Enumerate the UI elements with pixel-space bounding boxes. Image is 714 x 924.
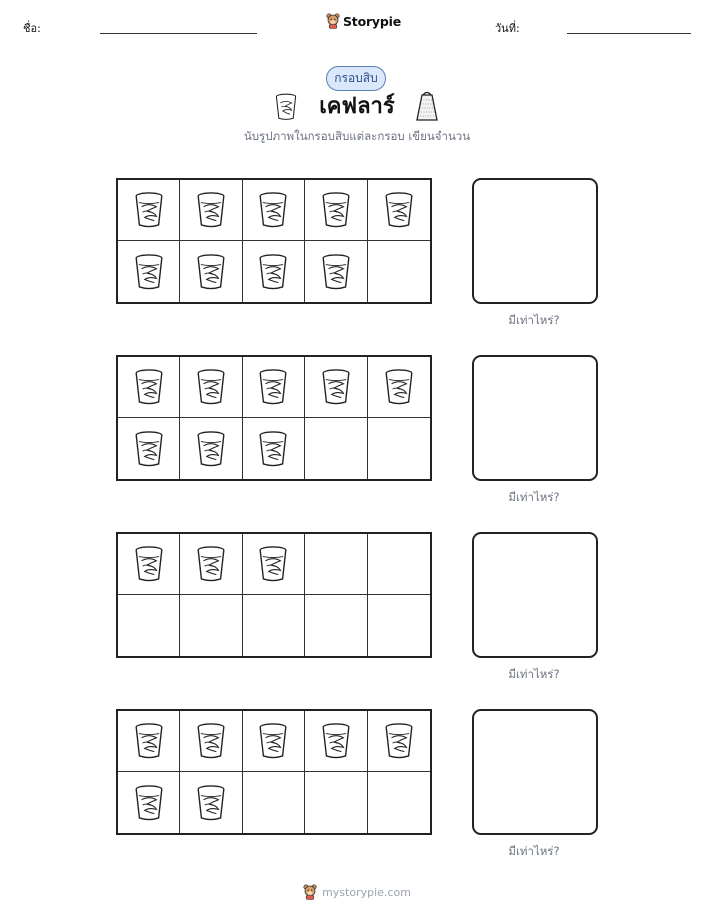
glass-icon <box>195 252 227 292</box>
glass-icon <box>133 252 165 292</box>
glass-icon <box>133 367 165 407</box>
glass-icon <box>383 190 415 230</box>
how-many-label: มีเท่าไหร่? <box>508 490 560 504</box>
glass-icon <box>133 190 165 230</box>
answer-box[interactable] <box>472 355 598 481</box>
ten-frame-cell <box>243 534 305 595</box>
glass-icon <box>257 252 289 292</box>
brand <box>326 13 401 29</box>
name-line <box>100 33 257 34</box>
answer-box[interactable] <box>472 532 598 658</box>
ten-frame <box>116 355 432 481</box>
glass-icon <box>195 544 227 584</box>
ten-frame-cell <box>368 711 430 772</box>
instructions: นับรูปภาพในกรอบสิบแต่ละกรอบ เขียนจำนวน <box>243 129 471 143</box>
ten-frame-cell <box>118 418 180 479</box>
ten-frame-cell <box>180 711 242 772</box>
title-row <box>0 90 714 124</box>
ten-frame-cell <box>243 711 305 772</box>
glass-icon <box>257 429 289 469</box>
ten-frame-cell <box>118 595 180 656</box>
ten-frame-cell <box>305 418 367 479</box>
glass-icon <box>320 190 352 230</box>
ten-frame-cell <box>305 180 367 241</box>
ten-frame-cell <box>305 595 367 656</box>
ten-frame-cell <box>118 772 180 833</box>
how-many-label: มีเท่าไหร่? <box>508 844 560 858</box>
ten-frame <box>116 532 432 658</box>
ten-frame-cell <box>368 357 430 418</box>
ten-frame-cell <box>180 418 242 479</box>
ten-frame-cell <box>368 180 430 241</box>
how-many-label: มีเท่าไหร่? <box>508 667 560 681</box>
glass-icon <box>195 190 227 230</box>
grater-icon <box>414 90 440 122</box>
glass-icon <box>320 367 352 407</box>
glass-icon <box>320 252 352 292</box>
glass-icon <box>133 429 165 469</box>
ten-frame-cell <box>368 595 430 656</box>
ten-frame-cell <box>243 418 305 479</box>
ten-frame-cell <box>118 534 180 595</box>
glass-icon <box>257 544 289 584</box>
answer-box[interactable] <box>472 709 598 835</box>
ten-frame-cell <box>118 241 180 302</box>
page-title: เคฟลาร์ <box>319 94 395 119</box>
glass-icon <box>133 544 165 584</box>
ten-frame-cell <box>305 534 367 595</box>
glass-icon <box>257 190 289 230</box>
glass-icon <box>257 721 289 761</box>
glass-icon <box>133 721 165 761</box>
brand-name: Storypie <box>343 13 401 29</box>
ten-frame-cell <box>243 595 305 656</box>
date-line <box>567 33 691 34</box>
ten-frame-cell <box>118 711 180 772</box>
ten-frame-cell <box>243 772 305 833</box>
ten-frame-cell <box>368 534 430 595</box>
ten-frame-cell <box>305 772 367 833</box>
ten-frame-cell <box>243 180 305 241</box>
answer-box[interactable] <box>472 178 598 304</box>
glass-icon <box>195 783 227 823</box>
ten-frame-cell <box>243 357 305 418</box>
how-many-label: มีเท่าไหร่? <box>508 313 560 327</box>
footer-url: mystorypie.com <box>322 885 411 899</box>
footer <box>0 884 714 900</box>
glass-icon <box>320 721 352 761</box>
bear-mascot-icon <box>326 13 340 29</box>
ten-frame <box>116 178 432 304</box>
ten-frame-cell <box>368 241 430 302</box>
ten-frame-cell <box>180 241 242 302</box>
bear-mascot-icon <box>303 884 317 900</box>
ten-frame-cell <box>180 357 242 418</box>
ten-frame-cell <box>368 772 430 833</box>
ten-frame-cell <box>118 180 180 241</box>
glass-icon <box>383 721 415 761</box>
ten-frame-badge: กรอบสิบ <box>326 66 386 91</box>
ten-frame-cell <box>180 772 242 833</box>
ten-frame-cell <box>305 711 367 772</box>
ten-frame-cell <box>305 357 367 418</box>
glass-icon <box>195 367 227 407</box>
glass-icon <box>195 721 227 761</box>
ten-frame-cell <box>368 418 430 479</box>
glass-icon <box>274 92 298 122</box>
glass-icon <box>133 783 165 823</box>
glass-icon <box>383 367 415 407</box>
glass-icon <box>257 367 289 407</box>
ten-frame-cell <box>180 180 242 241</box>
ten-frame-cell <box>180 595 242 656</box>
ten-frame-cell <box>118 357 180 418</box>
ten-frame-cell <box>180 534 242 595</box>
date-label: วันที่: <box>495 22 520 35</box>
ten-frame-cell <box>305 241 367 302</box>
name-label: ชื่อ: <box>23 22 41 35</box>
ten-frame-cell <box>243 241 305 302</box>
glass-icon <box>195 429 227 469</box>
ten-frame <box>116 709 432 835</box>
